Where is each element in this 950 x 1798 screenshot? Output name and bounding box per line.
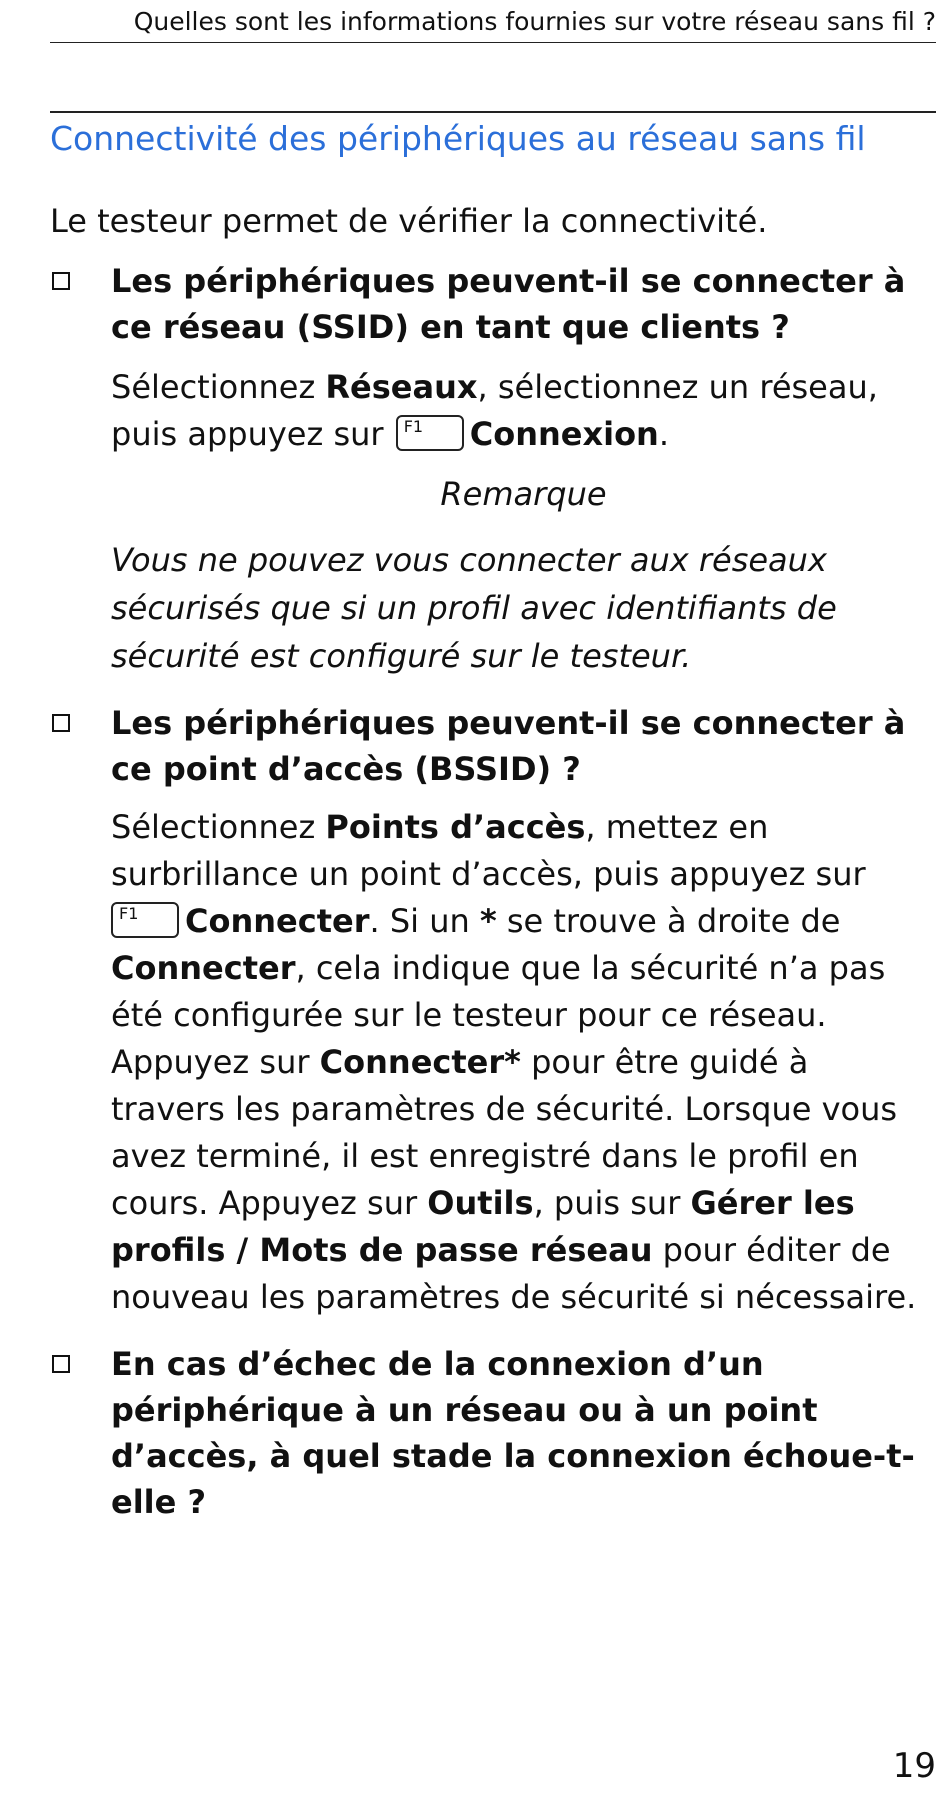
note-line: Vous ne pouvez vous connecter aux réseaux [111, 541, 827, 579]
answer-text: Appuyez sur [111, 1043, 320, 1081]
running-header: Quelles sont les informations fournies sur votre réseau sans fil ? [50, 4, 936, 43]
note-line: sécurité est configuré sur le testeur. [111, 637, 692, 675]
asterisk-term: * [479, 902, 497, 940]
checkbox-icon [52, 714, 70, 732]
answer-2-line: avez terminé, il est enregistré dans le profil en [111, 1137, 859, 1175]
answer-1-line [111, 411, 936, 458]
action-term-connexion: Connexion [469, 415, 659, 453]
answer-1 [50, 364, 936, 458]
question-1-line: ce réseau (SSID) en tant que clients ? [111, 308, 790, 346]
answer-text: . [658, 415, 669, 453]
note-line: sécurisés que si un profil avec identifiants de [111, 589, 837, 627]
question-3 [50, 1341, 936, 1525]
checkbox-icon [52, 1355, 70, 1373]
menu-term-reseaux: Réseaux [325, 368, 478, 406]
answer-2-line [111, 1180, 936, 1227]
question-3-line: périphérique à un réseau ou à un point [111, 1391, 818, 1429]
section-title: Connectivité des périphériques au réseau sans fil [50, 119, 866, 158]
menu-term-gerer-profils: Gérer les [690, 1184, 855, 1222]
answer-2-line [111, 1227, 936, 1274]
answer-text: pour être guidé à [520, 1043, 809, 1081]
question-1 [50, 258, 936, 350]
intro-text: Le testeur permet de vérifier la connectivité. [50, 202, 768, 240]
answer-2 [50, 804, 936, 1321]
answer-2-line [111, 898, 936, 945]
answer-text: , puis sur [533, 1184, 691, 1222]
question-1-line: Les périphériques peuvent-il se connecter à [111, 262, 906, 300]
answer-2-line [111, 945, 936, 992]
answer-text: , sélectionnez un réseau, [477, 368, 878, 406]
page-content [50, 198, 936, 1525]
answer-2-line: surbrillance un point d’accès, puis appuyez sur [111, 855, 866, 893]
f1-key-label: F1 [119, 904, 139, 923]
answer-1-line [111, 364, 936, 411]
answer-text: pour éditer de [652, 1231, 891, 1269]
answer-text: cours. Appuyez sur [111, 1184, 428, 1222]
answer-2-line [111, 1039, 936, 1086]
f1-key-icon [396, 415, 464, 451]
answer-2-line: été configurée sur le testeur pour ce réseau. [111, 996, 827, 1034]
question-2 [50, 700, 936, 792]
question-3-line: En cas d’échec de la connexion d’un [111, 1345, 764, 1383]
menu-term-points-acces: Points d’accès [325, 808, 586, 846]
note-body [50, 536, 936, 680]
menu-term-outils: Outils [427, 1184, 534, 1222]
answer-2-line: travers les paramètres de sécurité. Lorsque vous [111, 1090, 898, 1128]
f1-key-icon [111, 902, 179, 938]
question-3-line: elle ? [111, 1483, 207, 1521]
menu-term-gerer-profils: profils / Mots de passe réseau [111, 1231, 653, 1269]
question-2-line: ce point d’accès (BSSID) ? [111, 750, 581, 788]
answer-text: . Si un [369, 902, 480, 940]
answer-text: , cela indique que la sécurité n’a pas [295, 949, 886, 987]
question-3-line: d’accès, à quel stade la connexion échoue-t- [111, 1437, 915, 1475]
note-title: Remarque [440, 475, 607, 513]
question-2-line: Les périphériques peuvent-il se connecter à [111, 704, 906, 742]
action-term-connecter: Connecter [185, 902, 370, 940]
answer-text: Sélectionnez [111, 368, 326, 406]
f1-key-label: F1 [403, 417, 424, 436]
action-term-connecter-star: Connecter* [319, 1043, 521, 1081]
answer-2-line: nouveau les paramètres de sécurité si nécessaire. [111, 1278, 917, 1316]
answer-text: puis appuyez sur [111, 415, 384, 453]
answer-2-line [111, 804, 936, 851]
action-term-connecter: Connecter [111, 949, 296, 987]
answer-text: Sélectionnez [111, 808, 326, 846]
checkbox-icon [52, 272, 70, 290]
answer-text: , mettez en [585, 808, 769, 846]
section-rule [50, 111, 936, 113]
answer-text: se trouve à droite de [496, 902, 841, 940]
page-number: 19 [892, 1746, 936, 1786]
